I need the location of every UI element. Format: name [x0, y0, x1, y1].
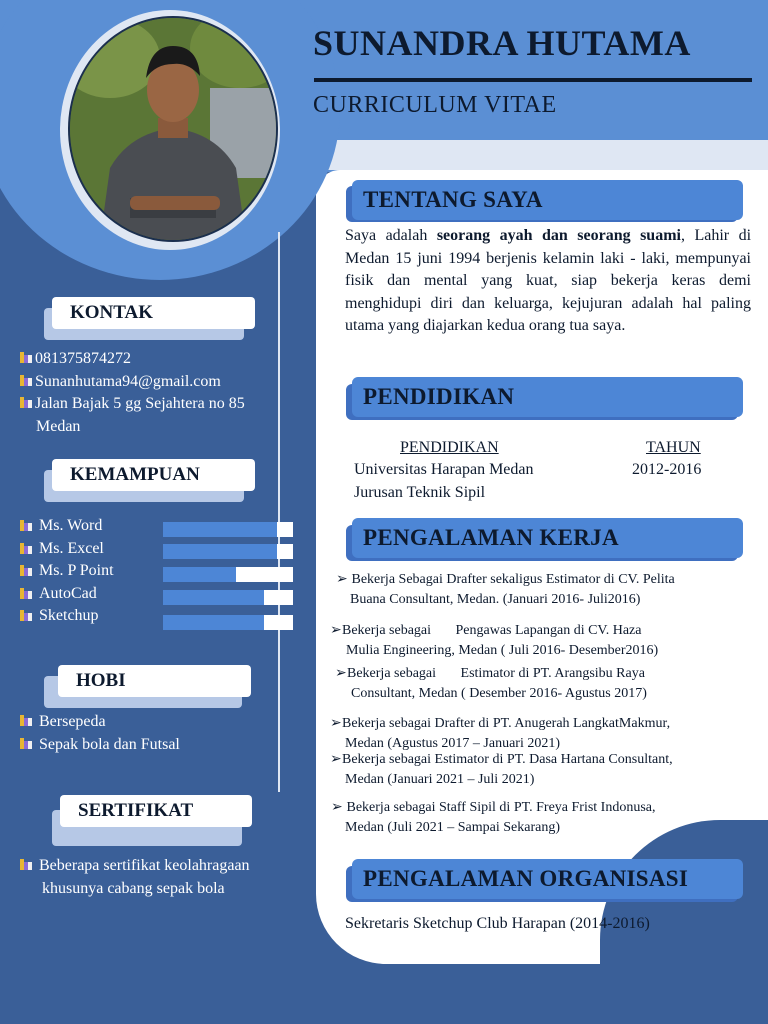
skill-item: Sketchup [18, 605, 168, 628]
skill-item: Ms. Excel [18, 538, 168, 561]
skill-level-fill [163, 590, 264, 605]
experience-item: ➢ Bekerja Sebagai Drafter sekaligus Estimator di CV. Pelita Buana Consultant, Medan. (Januari 2016- Juli2016) [336, 572, 675, 607]
certificate-text: Beberapa sertifikat keolahragaan khusunya cabang sepak bola [18, 855, 298, 900]
certificate-section-title: SERTIFIKAT [60, 795, 252, 827]
education-years: 2012-2016 [632, 461, 702, 478]
bullet-icon [18, 396, 32, 410]
header-curve [312, 140, 768, 170]
contact-email: Sunanhutama94@gmail.com [18, 371, 288, 394]
arrow-bullet-icon: ➢ [330, 752, 342, 767]
contact-address: Jalan Bajak 5 gg Sejahtera no 85 [18, 393, 288, 416]
skill-item: AutoCad [18, 583, 168, 606]
experience-item: ➢Bekerja sebagai Estimator di PT. Dasa Hartana Consultant, Medan (Januari 2021 – Juli 2021) [330, 752, 673, 787]
contact-section-title: KONTAK [52, 297, 255, 329]
profile-photo [68, 16, 278, 242]
bullet-icon [18, 519, 32, 533]
skills-list [18, 515, 168, 628]
education-column-header: PENDIDIKAN [400, 439, 499, 456]
skill-level-bar [163, 615, 293, 630]
contact-list [18, 348, 288, 438]
person-name: SUNANDRA HUTAMA [313, 23, 691, 63]
skill-item: Ms. P Point [18, 560, 168, 583]
skill-level-bar [163, 567, 293, 582]
skill-level-fill [163, 522, 277, 537]
name-underline [314, 78, 752, 82]
bullet-icon [18, 542, 32, 556]
experience-item: ➢Bekerja sebagai Pengawas Lapangan di CV. Haza Mulia Engineering, Medan ( Juli 2016- Desember2016) [330, 623, 659, 658]
skill-level-bar [163, 590, 293, 605]
bullet-icon [18, 351, 32, 365]
year-column-header: TAHUN [646, 439, 701, 456]
about-text: Saya adalah seorang ayah dan seorang suami, Lahir di Medan 15 juni 1994 berjenis kelamin laki - laki, mempunyai fisik dan mental yang kuat, siap bekerja keras demi menghidupi diri dan keluarga, kejujuran adalah hal paling utama yang diajarkan kedua orang tua saya. [345, 227, 752, 334]
bullet-icon [18, 564, 32, 578]
experience-item: ➢ Bekerja sebagai Staff Sipil di PT. Freya Frist Indonusa, Medan (Juli 2021 – Sampai Sekarang) [331, 800, 656, 835]
contact-phone: 081375874272 [18, 348, 288, 371]
about-section-title: TENTANG SAYA [352, 180, 743, 220]
arrow-bullet-icon: ➢ [331, 800, 343, 815]
bullet-icon [18, 374, 32, 388]
experience-item: ➢Bekerja sebagai Drafter di PT. Anugerah LangkatMakmur, Medan (Agustus 2017 – Januari 2021) [330, 716, 671, 751]
contact-address-line2: Medan [36, 417, 81, 435]
skill-level-fill [163, 615, 264, 630]
arrow-bullet-icon: ➢ [330, 623, 342, 638]
experience-section-title: PENGALAMAN KERJA [352, 518, 743, 558]
bullet-icon [18, 609, 32, 623]
education-major: Jurusan Teknik Sipil [354, 484, 486, 501]
bullet-icon [18, 587, 32, 601]
sidebar-divider [278, 232, 280, 792]
bullet-icon [18, 714, 32, 728]
arrow-bullet-icon: ➢ [335, 666, 347, 681]
hobby-list [18, 711, 278, 756]
document-subtitle: CURRICULUM VITAE [313, 92, 557, 118]
bullet-icon [18, 858, 32, 872]
skill-level-fill [163, 544, 277, 559]
arrow-bullet-icon: ➢ [330, 716, 342, 731]
skills-section-title: KEMAMPUAN [52, 459, 255, 491]
hobby-item: Sepak bola dan Futsal [18, 734, 278, 757]
hobby-item: Bersepeda [18, 711, 278, 734]
skill-item: Ms. Word [18, 515, 168, 538]
experience-item: ➢Bekerja sebagai Estimator di PT. Arangsibu Raya Consultant, Medan ( Desember 2016- Agustus 2017) [335, 666, 647, 701]
hobby-section-title: HOBI [58, 665, 251, 697]
arrow-bullet-icon: ➢ [336, 572, 348, 587]
skill-level-bar [163, 522, 293, 537]
bullet-icon [18, 737, 32, 751]
education-section-title: PENDIDIKAN [352, 377, 743, 417]
skill-level-fill [163, 567, 236, 582]
skill-level-bar [163, 544, 293, 559]
education-school: Universitas Harapan Medan [354, 461, 534, 478]
organization-section-title: PENGALAMAN ORGANISASI [352, 859, 743, 899]
organization-text: Sekretaris Sketchup Club Harapan (2014-2016) [345, 915, 650, 932]
